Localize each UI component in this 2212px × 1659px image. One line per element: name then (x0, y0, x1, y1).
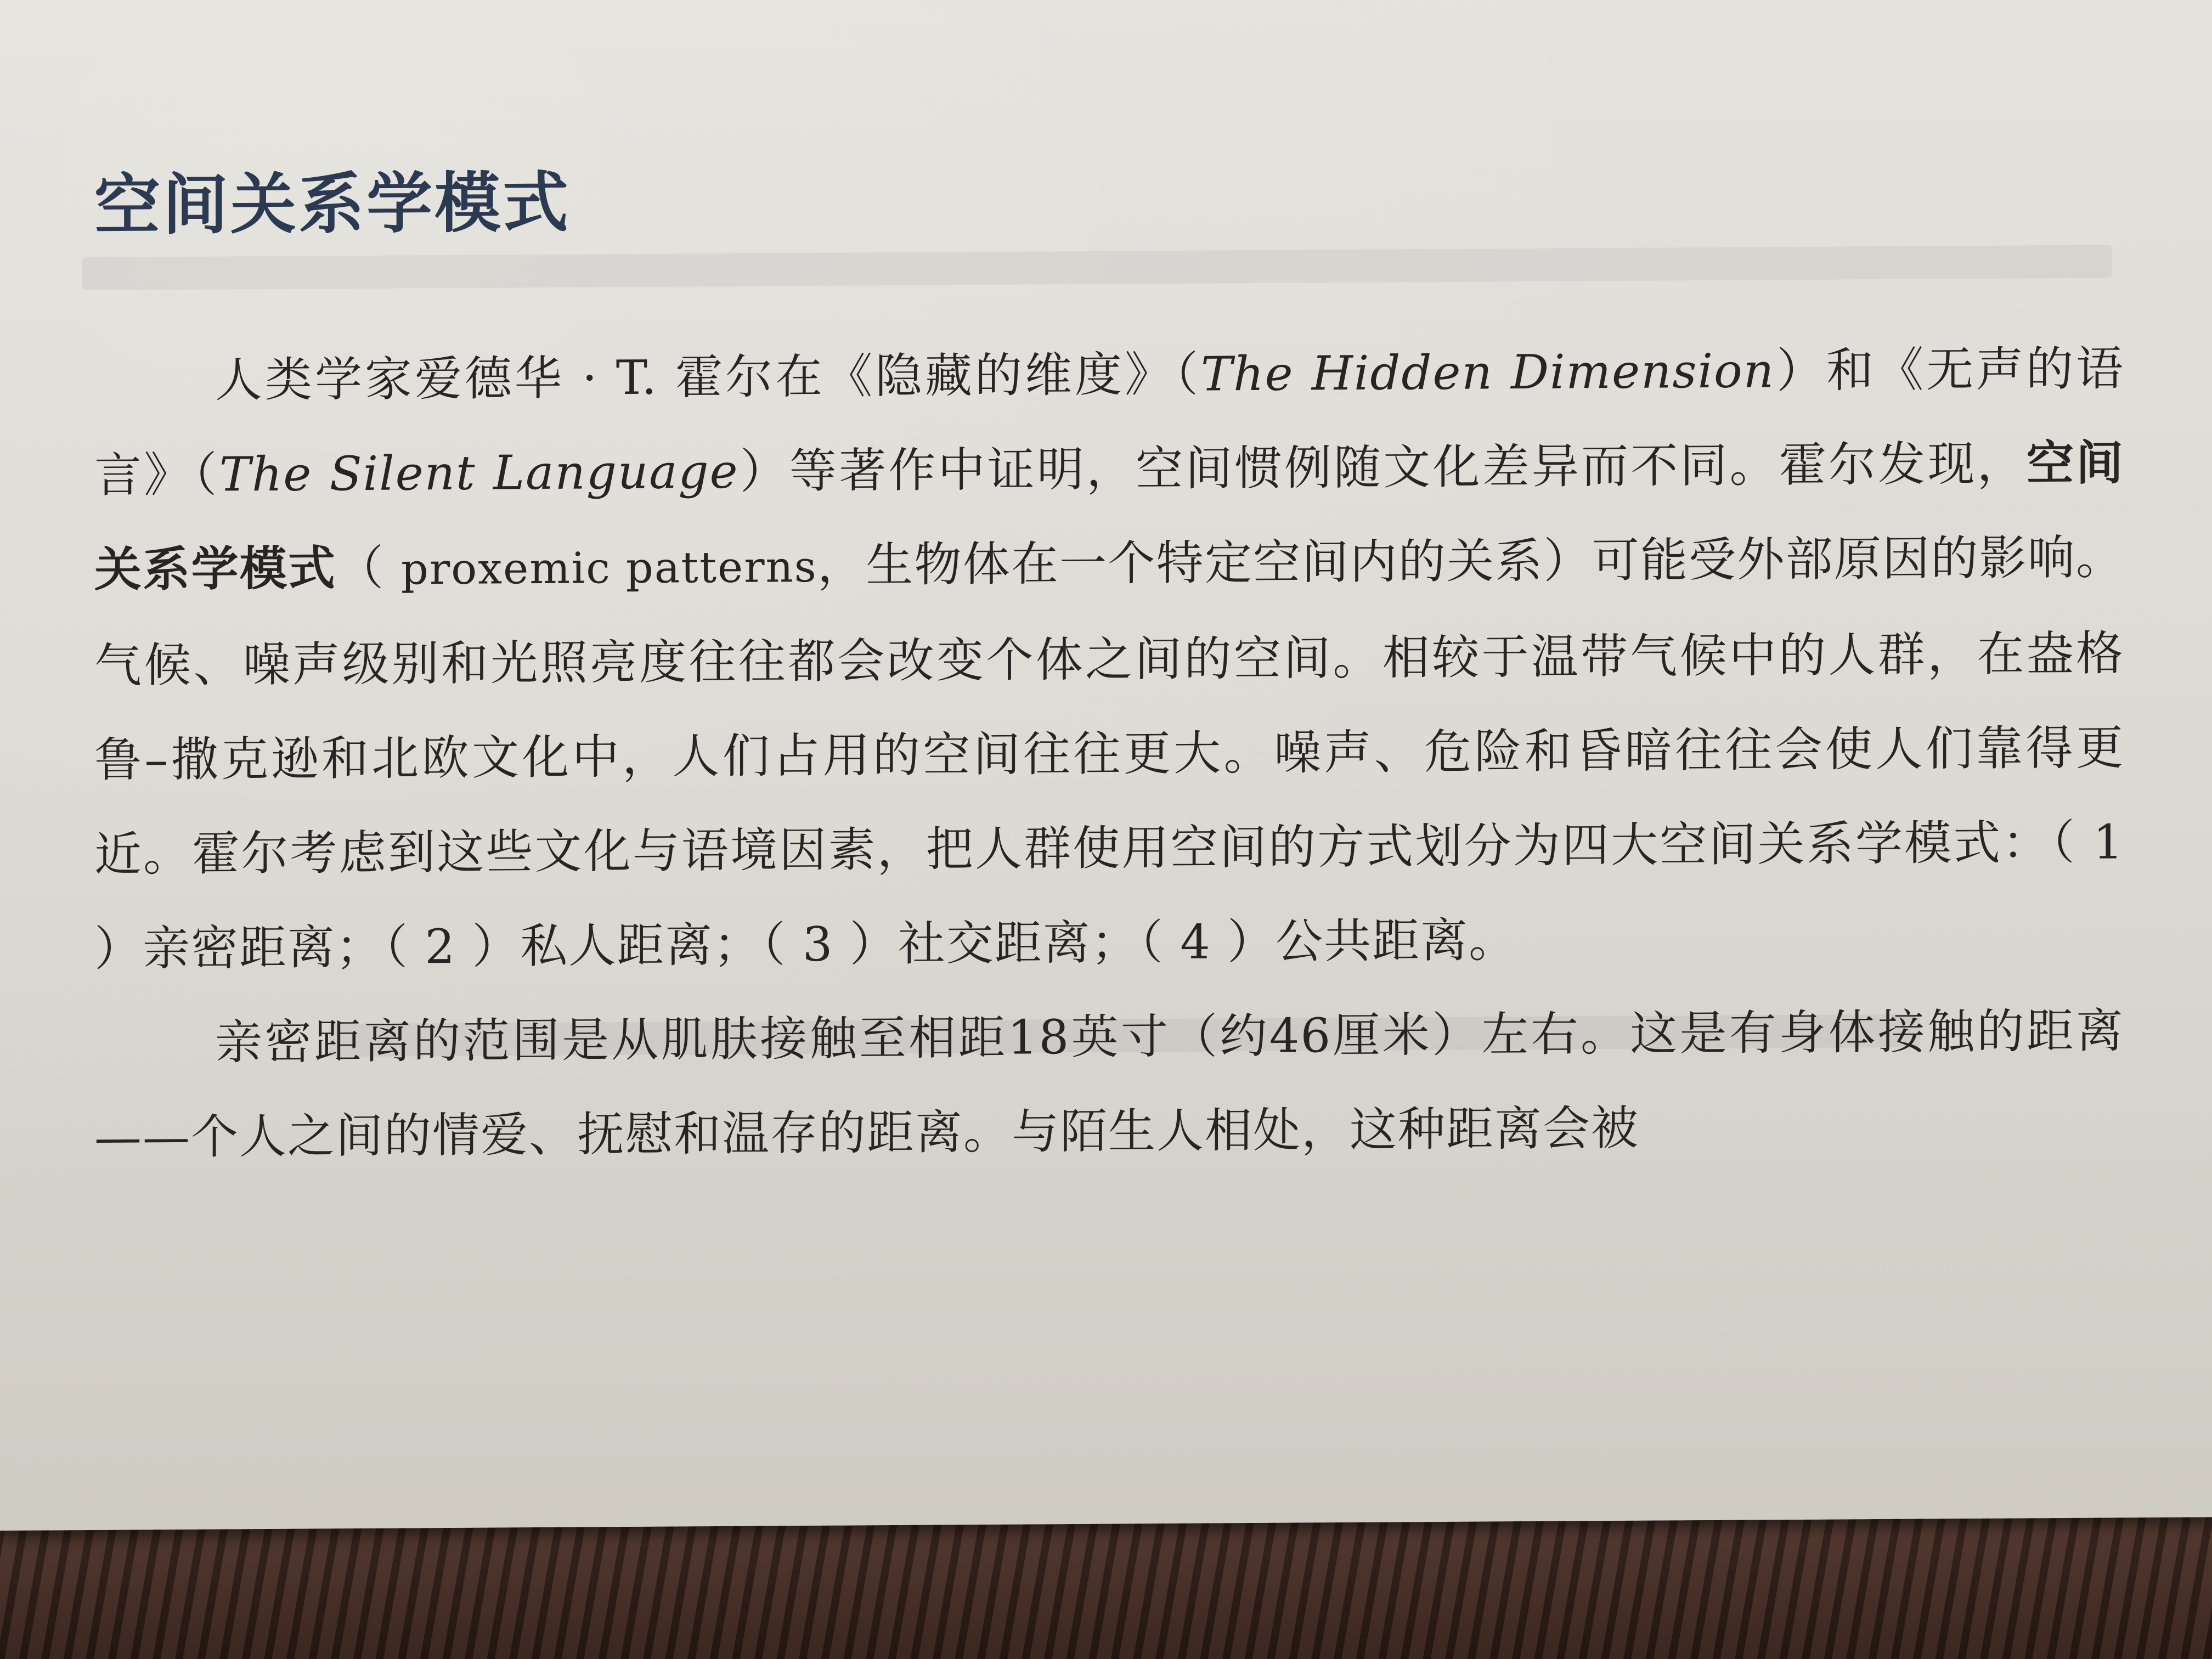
body-text (94, 321, 2124, 1185)
paragraph-1-text: ，生物体在一个特定空间内的关系）可能受外部原因的影响。气候、噪声级别和光照亮度往往都会改变个体之间的空间。相较于温带气候中的人群，在盎格鲁–撒克逊和北欧文化中，人们占用的空间往往更大。噪声、危险和昏暗往往会使人们靠得更近。霍尔考虑到这些文化与语境因素，把人群使用空间的方式划分为四大空间关系学模式：（ 1 ）亲密距离；（ 2 ）私人距离；（ 3 ）社交距离；（ 4 ）公共距离。 (94, 530, 2125, 977)
paragraph-1-text: （ (336, 540, 401, 596)
show-through (82, 245, 2112, 290)
paragraph-1 (94, 321, 2124, 996)
key-term-english: proxemic patterns (400, 542, 817, 595)
table-surface (0, 1514, 2212, 1659)
paragraph-2: 亲密距离的范围是从肌肤接触至相距18英寸（约46厘米）左右。这是有身体接触的距离——个人之间的情爱、抚慰和温存的距离。与陌生人相处，这种距离会被 (94, 1003, 2124, 1165)
key-term: 空间关系学模式 (94, 436, 2125, 597)
book-title-silent-language: The Silent Language (219, 444, 739, 503)
paragraph-1-text: 人类学家爱德华 · T. 霍尔在《隐藏的维度》（ (215, 347, 1201, 408)
paragraph-1-text: ）和《无声的语言》（ (94, 341, 2125, 503)
paragraph-1-text: ）等著作中证明，空间惯例随文化差异而不同。霍尔发现， (738, 436, 2027, 499)
section-title: 空间关系学模式 (94, 165, 571, 244)
book-title-hidden-dimension: The Hidden Dimension (1200, 343, 1775, 402)
